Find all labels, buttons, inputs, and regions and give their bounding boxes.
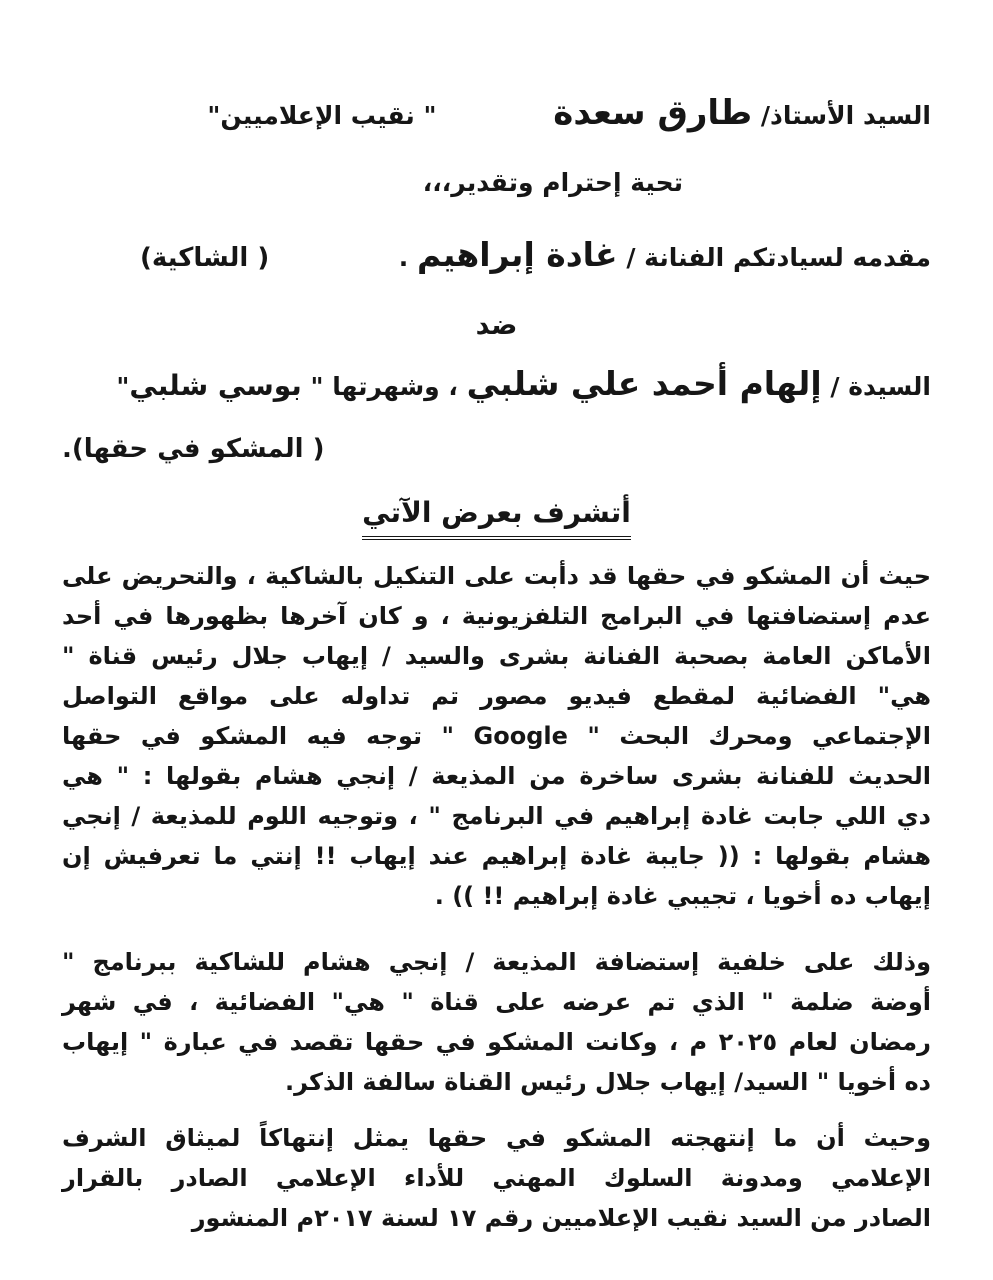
defendant-alias: بوسي شلبي [129, 369, 302, 402]
defendant-role: ( المشكو في حقها). [62, 434, 325, 464]
addressee-title: " نقيب الإعلاميين" [207, 101, 437, 130]
defendant-name: إلهام أحمد علي شلبي [466, 364, 822, 403]
paragraph-line: هشام بقولها : (( جايبة غادة إبراهيم عند إيهاب !! إنتي ما تعرفيش إن [62, 842, 931, 870]
paragraph-line: حيث أن المشكو في حقها قد دأبت على التنكيل بالشاكية ، والتحريض على [62, 562, 931, 590]
paragraph-line: أوضة ضلمة " الذي تم عرضه على قناة " هي" الفضائية ، في شهر [62, 988, 931, 1016]
paragraph-line: إيهاب ده أخويا ، تجيبي غادة إبراهيم !! )) . [434, 882, 931, 910]
defendant-line [62, 362, 931, 409]
defendant-intro: السيدة / [830, 372, 931, 401]
versus-label: ضد [475, 310, 518, 341]
defendant-quote-close: " [116, 372, 130, 401]
paragraph-3 [62, 1118, 931, 1238]
paragraph-line: وحيث أن ما إنتهجته المشكو في حقها يمثل إنتهاكاً لميثاق الشرف [62, 1124, 931, 1152]
paragraph-line: دي اللي جابت غادة إبراهيم في البرنامج " ، وتوجيه اللوم للمذيعة / إنجي [62, 802, 931, 830]
presented-intro: مقدمه لسيادتكم الفنانة / [626, 243, 931, 272]
paragraph-line: الحديث للفنانة بشرى ساخرة من المذيعة / إنجي هشام بقولها : " هي [62, 762, 931, 790]
paragraph-2 [62, 942, 931, 1102]
paragraph-line: رمضان لعام ٢٠٢٥ م ، وكانت المشكو في حقها تقصد في عبارة " إيهاب [62, 1028, 931, 1056]
paragraph-line: الصادر من السيد نقيب الإعلاميين رقم ١٧ لسنة ٢٠١٧م المنشور [191, 1204, 931, 1232]
complainant-text [399, 233, 931, 280]
paragraph-line: ده أخويا " السيد/ إيهاب جلال رئيس القناة سالفة الذكر. [284, 1068, 931, 1096]
paragraph-line: الأماكن العامة بصحبة الفنانة بشرى والسيد / إيهاب جلال رئيس قناة " [62, 642, 931, 670]
addressee-name: طارق سعدة [553, 93, 753, 133]
paragraph-1 [62, 556, 931, 916]
paragraph-line: هي" الفضائية لمقطع فيديو مصور تم تداوله على مواقع التواصل [62, 682, 931, 710]
paragraph-line: عدم إستضافتها في البرامج التلفزيونية ، و كان آخرها بظهورها في أحد [62, 602, 931, 630]
presented-line [62, 233, 931, 280]
paragraph-line: الإعلامي ومدونة السلوك المهني للأداء الإعلامي الصادر بالقرار [62, 1164, 931, 1192]
paragraph-line: الإجتماعي ومحرك البحث " Google " توجه فيه المشكو في حقها [62, 722, 931, 750]
addressee-line [62, 90, 931, 139]
presented-suffix: . [398, 243, 409, 272]
paragraph-line: وذلك على خلفية إستضافة المذيعة / إنجي هشام للشاكية ببرنامج " [62, 948, 931, 976]
greeting-line: تحية إحترام وتقدير،،، [422, 168, 683, 197]
complainant-role: ( الشاكية) [140, 243, 270, 273]
complainant-name: غادة إبراهيم [416, 235, 618, 274]
defendant-shohra: ، وشهرتها " [310, 372, 458, 401]
section-heading-wrap [62, 493, 931, 540]
addressee-prefix: السيد الأستاذ/ [760, 101, 931, 130]
section-heading: أتشرف بعرض الآتي [362, 493, 631, 540]
